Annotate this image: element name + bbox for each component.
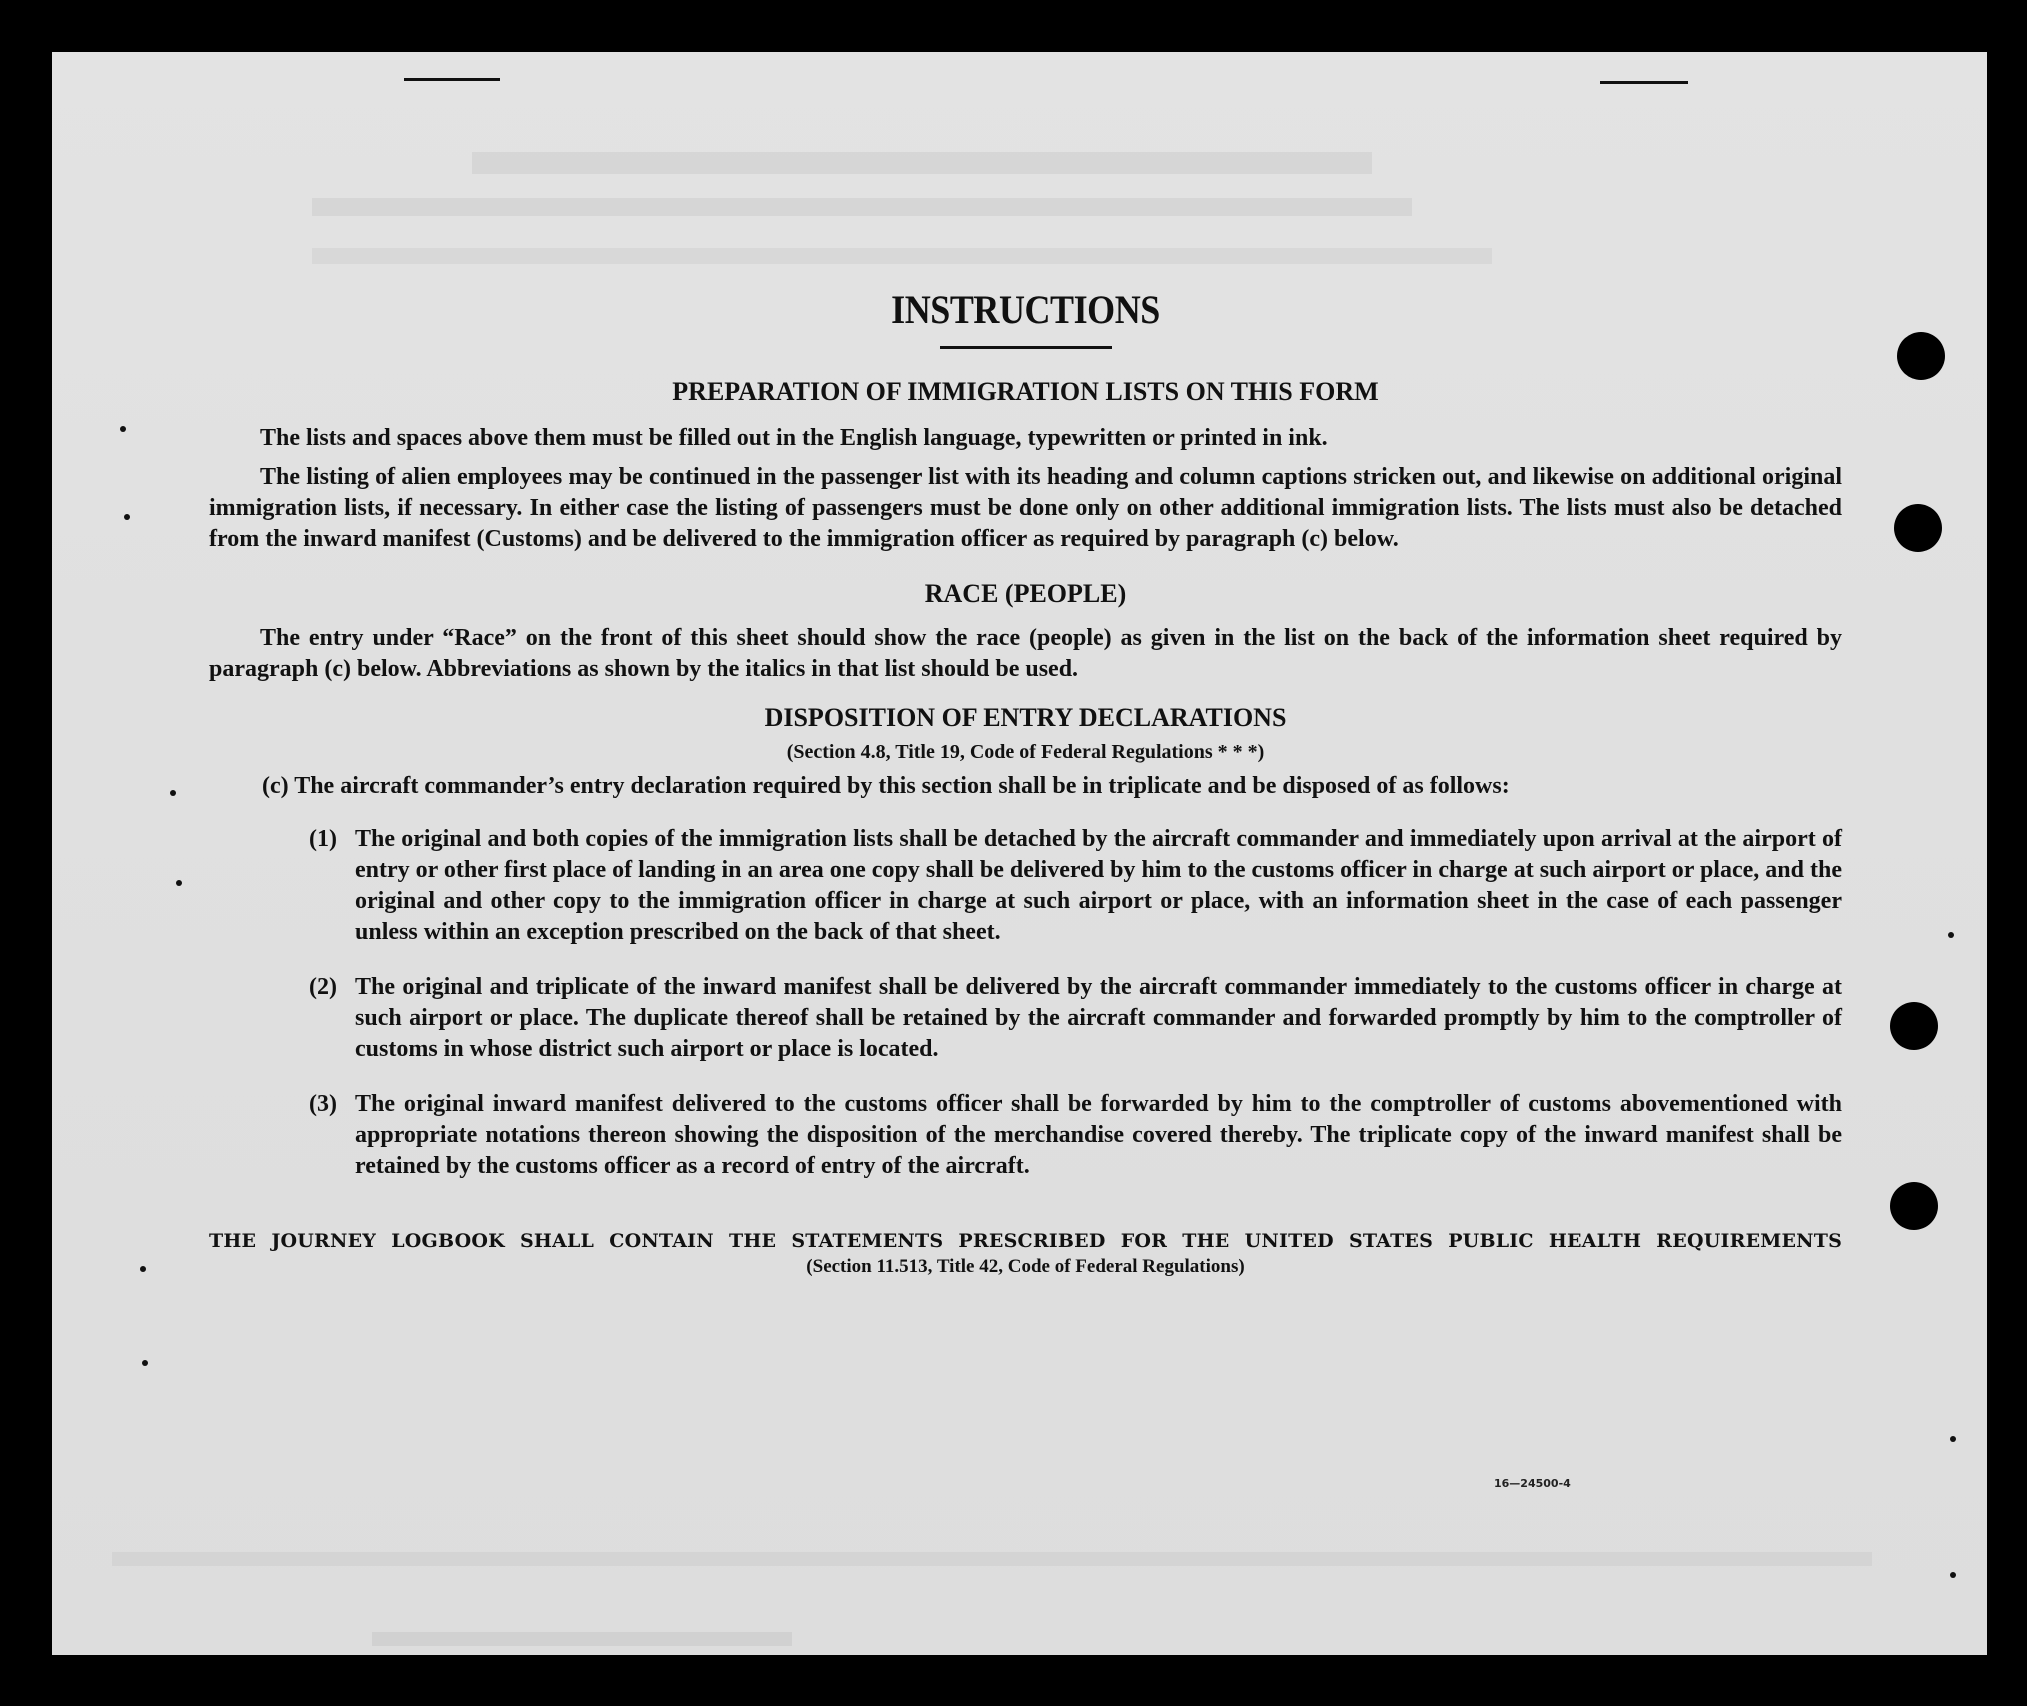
item-text: The original and both copies of the immigration lists shall be detached by the aircraft commander and immediately upon arrival at the airport of entry or other first place of landing in an area one copy shall be delivered by him to the customs officer in charge at such airport or place, and the original and other copy to the immigration officer in charge at such airport or place, with an information sheet in the case of each passenger unless within an exception prescribed on the back of that sheet.	[355, 826, 1842, 945]
bleed-through-line	[112, 1552, 1872, 1566]
top-edge-mark	[404, 78, 500, 81]
preparation-heading: PREPARATION OF IMMIGRATION LISTS ON THIS FORM	[672, 377, 1379, 406]
race-paragraph: The entry under “Race” on the front of this sheet should show the race (people) as given in the list on the back of the information sheet required by paragraph (c) below. Abbreviations as shown by the italics in that list should be used.	[209, 625, 1842, 682]
punch-hole	[1894, 504, 1942, 552]
public-health-citation: (Section 11.513, Title 42, Code of Federal Regulations)	[806, 1256, 1245, 1277]
public-health-statement: THE JOURNEY LOGBOOK SHALL CONTAIN THE STATEMENTS PRESCRIBED FOR THE UNITED STATES PUBLIC HEALTH REQUIREMENTS	[209, 1230, 1842, 1252]
speck	[1948, 932, 1954, 938]
preparation-paragraph-2: The listing of alien employees may be continued in the passenger list with its heading and column captions stricken out, and likewise on additional original immigration lists, if necessary. In either case the listing of passengers must be done only on other additional immigration lists. The lists must also be detached from the inward manifest (Customs) and be delivered to the immigration officer as required by paragraph (c) below.	[209, 464, 1842, 552]
top-edge-mark	[1600, 81, 1688, 84]
race-heading: RACE (PEOPLE)	[924, 579, 1127, 608]
speck	[142, 1360, 148, 1366]
disposition-item-2	[309, 972, 1842, 1065]
speck	[140, 1266, 146, 1272]
instructions-content	[209, 288, 1842, 1280]
preparation-paragraph-1: The lists and spaces above them must be filled out in the English language, typewritten or printed in ink.	[260, 425, 1328, 451]
item-number: (3)	[309, 1091, 337, 1117]
speck	[124, 514, 130, 520]
speck	[120, 426, 126, 432]
punch-hole	[1897, 332, 1945, 380]
disposition-heading: DISPOSITION OF ENTRY DECLARATIONS	[764, 703, 1287, 732]
item-text: The original inward manifest delivered to the customs officer shall be forwarded by him to the comptroller of customs abovementioned with appropriate notations thereon showing the disposition of the merchandise covered thereby. The triplicate copy of the inward manifest shall be retained by the customs officer as a record of entry of the aircraft.	[355, 1091, 1842, 1179]
paragraph-c: (c) The aircraft commander’s entry declaration required by this section shall be in triplicate and be disposed of as follows:	[262, 773, 1510, 799]
bleed-through-line	[312, 198, 1412, 216]
paper-sheet	[52, 52, 1987, 1655]
bleed-through-line	[472, 152, 1372, 174]
item-number: (2)	[309, 974, 337, 1000]
title-underline	[940, 346, 1112, 349]
item-number: (1)	[309, 826, 337, 852]
speck	[1950, 1572, 1956, 1578]
disposition-item-1	[309, 824, 1842, 948]
disposition-item-3	[309, 1089, 1842, 1182]
disposition-citation: (Section 4.8, Title 19, Code of Federal Regulations * * *)	[786, 741, 1265, 763]
speck	[176, 880, 182, 886]
bleed-through-line	[372, 1632, 792, 1646]
speck	[1950, 1436, 1956, 1442]
page-title: INSTRUCTIONS	[891, 287, 1160, 332]
speck	[170, 790, 176, 796]
punch-hole	[1890, 1002, 1938, 1050]
bleed-through-line	[312, 248, 1492, 264]
punch-hole	[1890, 1182, 1938, 1230]
form-number: 16—24500-4	[1494, 1477, 1571, 1490]
item-text: The original and triplicate of the inward manifest shall be delivered by the aircraft commander immediately to the customs officer in charge at such airport or place. The duplicate thereof shall be retained by the aircraft commander and forwarded promptly by him to the comptroller of customs in whose district such airport or place is located.	[355, 974, 1842, 1062]
